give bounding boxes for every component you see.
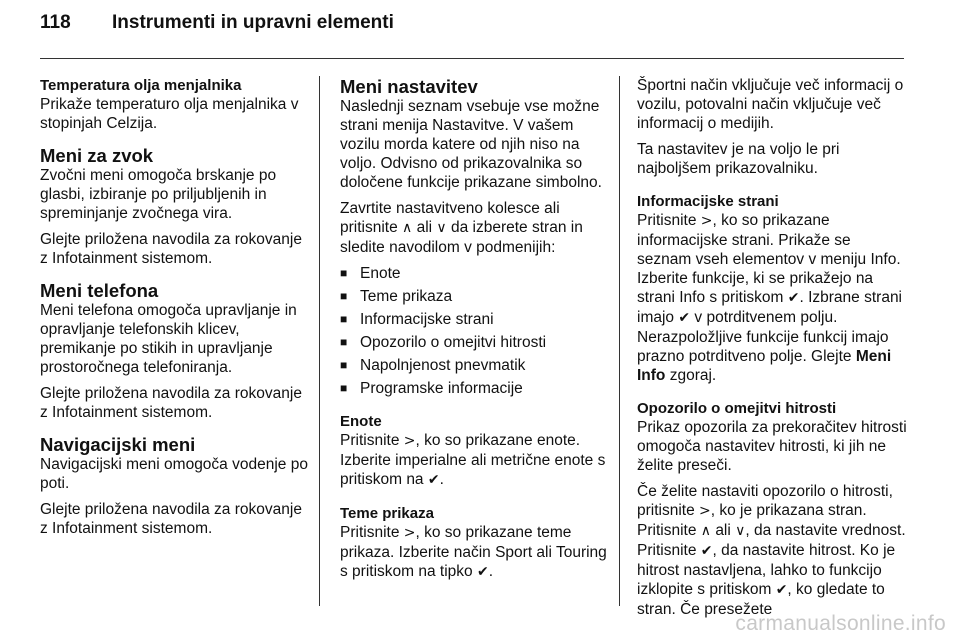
page-header xyxy=(40,12,394,34)
chevron-right-icon: > xyxy=(403,433,416,449)
page-number: 118 xyxy=(40,12,71,33)
paragraph: Prikaže temperaturo olja menjalnika v stopinjah Celzija. xyxy=(40,96,299,132)
chevron-right-icon: > xyxy=(699,503,711,519)
bullet-icon: ■ xyxy=(340,358,348,372)
paragraph: Meni telefona omogoča upravljanje in opravljanje telefonskih klicev, premikanje po stikih in upravljanje prostoročnega telefoniranja. xyxy=(40,302,297,376)
chevron-up-icon: ∧ xyxy=(402,220,413,236)
column-3 xyxy=(637,76,909,626)
paragraph: Športni način vključuje več informacij o vozilu, potovalni način vključuje več informacij o medijih. xyxy=(637,77,904,132)
list-item: ■ Opozorilo o omejitvi hitrosti xyxy=(340,334,547,351)
list-item: ■ Programske informacije xyxy=(340,380,523,397)
paragraph: Zavrtite nastavitveno kolesce ali pritisnite ∧ ali ∨ da izberete stran in sledite navodilom v podmenijih: xyxy=(340,200,583,256)
watermark: carmanualsonline.info xyxy=(735,612,946,635)
section-title: Enote xyxy=(340,413,382,430)
section-heading: Meni za zvok xyxy=(40,145,154,166)
section-title: Informacijske strani xyxy=(637,193,779,210)
paragraph: Zvočni meni omogoča brskanje po glasbi, izbiranje po priljubljenih in spreminjanje zvočnega vira. xyxy=(40,167,277,222)
settings-pages-list xyxy=(340,264,608,398)
paragraph: Če želite nastaviti opozorilo o hitrosti, pritisnite >, ko je prikazana stran. Pritisnite ∧ ali ∨, da nastavite vrednost. Pritisnite ✔, da nastavite hitrost. Ko je hitrost nastavljena, lahko to funkcijo izklopite s pritiskom ✔, ko gledate to stran. Če presežete xyxy=(637,483,906,618)
chevron-down-icon: ∨ xyxy=(735,523,746,539)
column-divider xyxy=(619,76,620,606)
paragraph: Pritisnite >, ko so prikazane informacijske strani. Prikaže se seznam vseh elementov v meniju Info. Izberite funkcije, ki se prikažejo na strani Info s pritiskom ✔. Izbrane strani imajo ✔ v potrditvenem polju. Nerazpoložljive funkcije funkcij imajo prazno potrditveno polje. Glejte Meni Info zgoraj. xyxy=(637,212,903,384)
column-divider xyxy=(319,76,320,606)
section-title: Teme prikaza xyxy=(340,505,434,522)
chevron-right-icon: > xyxy=(700,213,713,229)
column-2 xyxy=(340,76,608,589)
chevron-right-icon: > xyxy=(403,525,416,541)
check-icon: ✔ xyxy=(427,472,440,488)
paragraph: Glejte priložena navodila za rokovanje z Infotainment sistemom. xyxy=(40,385,302,421)
list-item: ■ Napolnjenost pnevmatik xyxy=(340,357,526,374)
section-heading: Meni nastavitev xyxy=(340,76,478,97)
paragraph: Pritisnite >, ko so prikazane teme prikaza. Izberite način Sport ali Touring s pritiskom na tipko ✔. xyxy=(340,524,607,580)
section-title: Temperatura olja menjalnika xyxy=(40,77,242,94)
header-rule xyxy=(40,58,904,59)
column-1 xyxy=(40,76,308,545)
section-title: Opozorilo o omejitvi hitrosti xyxy=(637,400,837,417)
bullet-icon: ■ xyxy=(340,266,348,280)
bullet-icon: ■ xyxy=(340,335,348,349)
paragraph: Ta nastavitev je na voljo le pri najboljšem prikazovalniku. xyxy=(637,141,840,177)
bullet-icon: ■ xyxy=(340,381,348,395)
list-item: ■ Enote xyxy=(340,265,401,282)
paragraph: Glejte priložena navodila za rokovanje z Infotainment sistemom. xyxy=(40,231,302,267)
page-title: Instrumenti in upravni elementi xyxy=(112,12,394,33)
list-item: ■ Informacijske strani xyxy=(340,311,494,328)
list-item: ■ Teme prikaza xyxy=(340,288,453,305)
check-icon: ✔ xyxy=(678,310,691,326)
section-heading: Navigacijski meni xyxy=(40,434,196,455)
paragraph: Naslednji seznam vsebuje vse možne strani menija Nastavitve. V vašem vozilu morda katere od njih niso na voljo. Odvisno od prikazovalnika so določene funkcije prikazane simbolno. xyxy=(340,98,602,191)
paragraph: Navigacijski meni omogoča vodenje po poti. xyxy=(40,456,308,492)
paragraph: Pritisnite >, ko so prikazane enote. Izberite imperialne ali metrične enote s pritiskom na ✔. xyxy=(340,432,606,488)
check-icon: ✔ xyxy=(700,543,713,559)
chevron-down-icon: ∨ xyxy=(436,220,447,236)
bullet-icon: ■ xyxy=(340,312,348,326)
check-icon: ✔ xyxy=(476,564,489,580)
paragraph: Glejte priložena navodila za rokovanje z Infotainment sistemom. xyxy=(40,501,302,537)
check-icon: ✔ xyxy=(775,582,788,598)
check-icon: ✔ xyxy=(787,290,800,306)
bullet-icon: ■ xyxy=(340,289,348,303)
section-heading: Meni telefona xyxy=(40,280,159,301)
paragraph: Prikaz opozorila za prekoračitev hitrosti omogoča nastavitev hitrosti, ki jih ne želite preseči. xyxy=(637,419,907,474)
menu-info-reference: Meni Info xyxy=(637,348,892,384)
chevron-up-icon: ∧ xyxy=(700,523,711,539)
